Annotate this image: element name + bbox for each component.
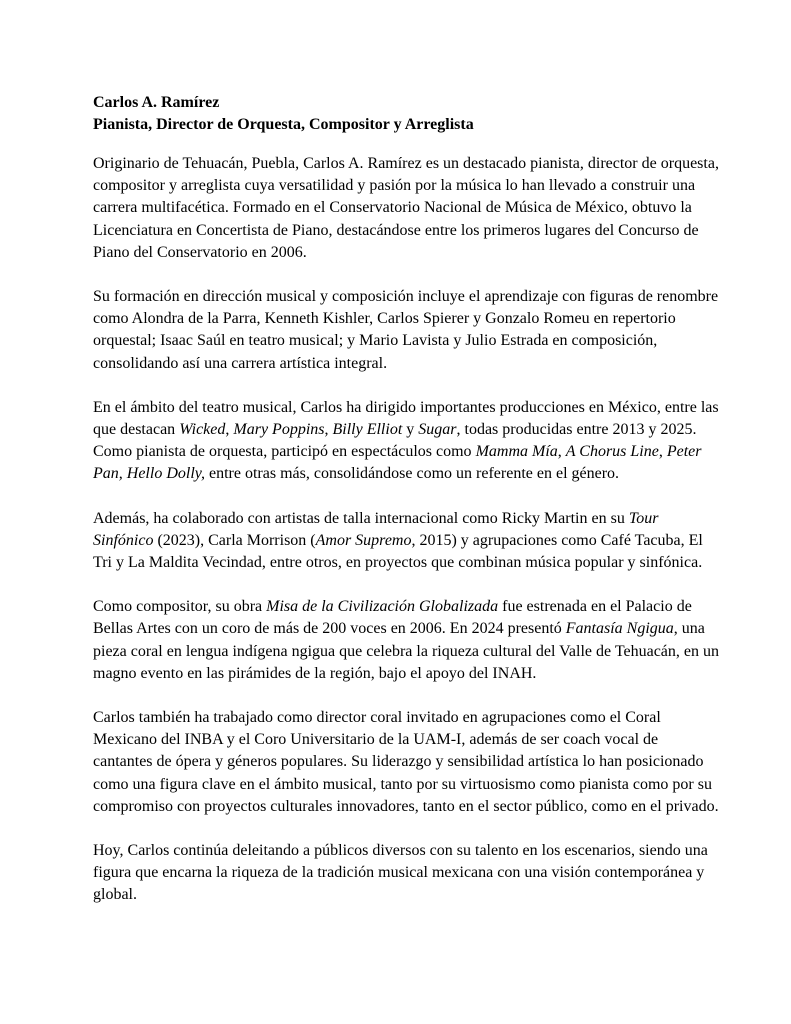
separator: , — [557, 443, 566, 461]
paragraph-origin: Originario de Tehuacán, Puebla, Carlos A. Ramírez es un destacado pianista, director de orquesta, compositor y arreglista cuya versatilidad y pasión por la música lo han llevado a construir una carrera multifacética. Formado en el Conservatorio Nacional de Música de México, obtuvo la Licenciatura en Concertista de Piano, destacándose entre los primeros lugares del Concurso de Piano del Conservatorio en 2006. — [93, 155, 719, 261]
title-billy-elliot: Billy Elliot — [332, 421, 403, 439]
title-mary-poppins: Mary Poppins — [233, 421, 325, 439]
text-segment: En el ámbito del teatro musical, Carlos ha dirigido importantes producciones en México, entre las que destacan — [93, 398, 719, 439]
text-segment: Además, ha colaborado con artistas de talla internacional como Ricky Martin en su — [93, 509, 629, 527]
separator: , — [324, 421, 333, 439]
title-mamma-mia: Mamma Mía — [475, 443, 558, 461]
text-segment: fue estrenada en el Palacio de Bellas Artes con un coro de más de 200 voces en 2006. En 2024 presentó — [93, 598, 692, 638]
title-misa: Misa de la Civilización Globalizada — [266, 598, 499, 616]
separator: , — [225, 421, 234, 439]
person-name: Carlos A. Ramírez — [93, 94, 220, 111]
title-fantasia-ngigua: Fantasía Ngigua — [565, 620, 674, 638]
text-segment: (2023), Carla Morrison ( — [153, 531, 316, 549]
paragraph-training: Su formación en dirección musical y composición incluye el aprendizaje con figuras de renombre como Alondra de la Parra, Kenneth Kishler, Carlos Spierer y Gonzalo Romeu en repertorio orquestal; Isaac Saúl en teatro musical; y Mario Lavista y Julio Estrada en composición, consolidando así una carrera artística integral. — [93, 288, 719, 372]
paragraph-musical-theatre — [93, 397, 721, 486]
text-segment: , todas producidas entre 2013 y 2025. Como pianista de orquesta, participó en espectáculos como — [93, 421, 697, 461]
title-tour-sinfonico: Tour Sinfónico — [93, 509, 659, 549]
paragraph-collaborations — [93, 508, 721, 575]
title-wicked: Wicked — [179, 421, 226, 439]
title-amor-supremo: Amor Supremo — [315, 531, 412, 549]
paragraph-closing: Hoy, Carlos continúa deleitando a públicos diversos con su talento en los escenarios, siendo una figura que encarna la riqueza de la tradición musical mexicana con una visión contemporánea y global. — [93, 842, 708, 904]
separator: y — [402, 421, 419, 439]
text-segment: , 2015) y agrupaciones como Café Tacuba, El Tri y La Maldita Vecindad, entre otros, en proyectos que combinan música popular y sinfónica. — [93, 531, 703, 572]
separator: , — [658, 443, 667, 461]
text-segment: , una pieza coral en lengua indígena ngigua que celebra la riqueza cultural del Valle de Tehuacán, en un magno evento en las pirámides de la región, bajo el apoyo del INAH. — [93, 620, 719, 682]
title-a-chorus-line: A Chorus Line — [565, 443, 659, 461]
paragraph-choral-work: Carlos también ha trabajado como director coral invitado en agrupaciones como el Coral Mexicano del INBA y el Coro Universitario de la UAM-I, además de ser coach vocal de cantantes de ópera y géneros populares. Su liderazgo y sensibilidad artística lo han posicionado como una figura clave en el ámbito musical, tanto por su virtuosismo como pianista como por su compromiso con proyectos culturales innovadores, tanto en el sector público, como en el privado. — [93, 709, 719, 815]
text-segment: Como compositor, su obra — [93, 598, 267, 616]
text-segment: entre otras más, consolidándose como un referente en el género. — [204, 465, 620, 483]
paragraph-compositions — [93, 596, 721, 685]
person-roles: Pianista, Director de Orquesta, Compositor y Arreglista — [93, 116, 474, 133]
title-sugar: Sugar — [418, 421, 457, 439]
title-peter-pan-hello-dolly: Peter Pan, Hello Dolly, — [93, 443, 702, 483]
